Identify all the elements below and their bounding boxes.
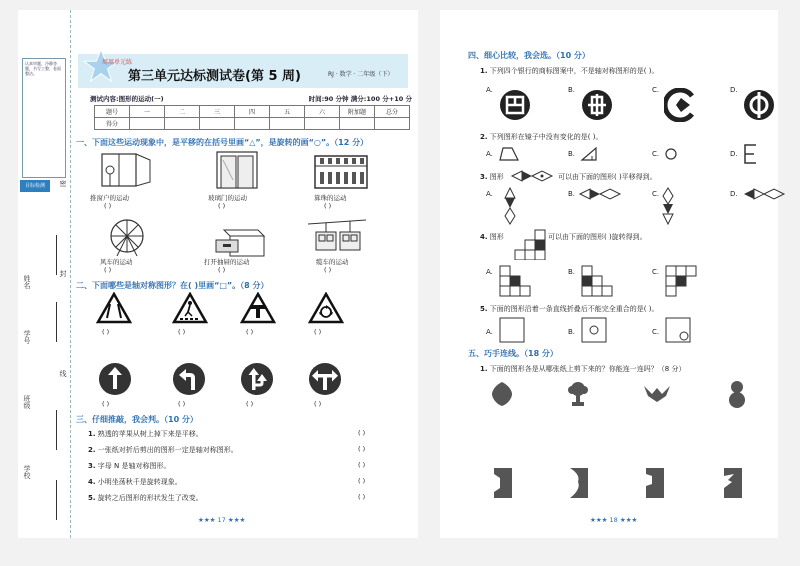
sign-paren-4[interactable]: ( ): [314, 328, 322, 336]
paper-piece-2-shape[interactable]: [568, 466, 590, 500]
windmill-picture: [102, 216, 152, 258]
judge-text: 字母 N 是轴对称图形。: [97, 462, 171, 470]
score-header-cell: 附加题: [340, 106, 375, 118]
section5-title: 五、巧手连线。（18 分）: [468, 349, 558, 358]
answer-paren-5[interactable]: ( ): [218, 266, 226, 274]
sign-paren-7[interactable]: ( ): [246, 400, 254, 408]
caption-glass-door: 玻璃门的运动: [208, 194, 247, 202]
q1-option-c[interactable]: C.: [652, 86, 660, 94]
q-text: 图形: [489, 173, 504, 181]
score-row-label: 得分: [95, 118, 130, 130]
q5-square-offset-circle-icon: [664, 316, 692, 344]
q-text: 下列四个银行的商标图案中，不是轴对称图形的是( )。: [489, 67, 659, 75]
q5-square-center-circle-icon: [580, 316, 608, 344]
sign-paren-2[interactable]: ( ): [178, 328, 186, 336]
score-table: [94, 105, 410, 130]
q4-shape-b: [580, 264, 620, 298]
judge-paren-5[interactable]: ( ): [358, 493, 366, 501]
choice-q2: [480, 132, 602, 142]
q2-option-c[interactable]: C.: [652, 150, 660, 158]
judge-item-1: [88, 429, 203, 439]
seal-word-feng: 封: [59, 270, 67, 277]
score-header-cell: 六: [305, 106, 340, 118]
drawer-picture: [214, 224, 266, 258]
star-logo-icon: [82, 48, 120, 84]
section1-title: 一、下面这些运动现象中，是平移的在括号里画“△”，是旋转的画“○”。（12 分）: [76, 138, 369, 147]
q4-option-c[interactable]: C.: [652, 268, 660, 276]
score-table-row: [95, 118, 410, 130]
bank-logo-c-icon: [664, 88, 698, 122]
q3-shape-b: [578, 188, 622, 200]
letter-e-shape-icon: [742, 143, 760, 165]
page-number-18: ★★★ 18 ★★★: [590, 516, 638, 524]
judge-item-5: [88, 493, 203, 503]
school-blank[interactable]: [56, 480, 57, 520]
bank-logo-d-icon: [742, 88, 776, 122]
judge-paren-1[interactable]: ( ): [358, 429, 366, 437]
q3-shape-a: [504, 186, 516, 226]
test-meta: [90, 94, 412, 103]
seal-word-xian: 线: [59, 370, 67, 377]
score-cell[interactable]: [235, 118, 270, 130]
field-name-label: 姓名: [23, 275, 31, 289]
judge-text: 一张纸对折后剪出的图形一定是轴对称图形。: [97, 446, 238, 454]
answer-paren-3[interactable]: ( ): [324, 202, 332, 210]
choice-q5: [480, 304, 658, 314]
q-text: 图形: [489, 233, 504, 241]
judge-paren-4[interactable]: ( ): [358, 477, 366, 485]
q1-option-d[interactable]: D.: [730, 86, 738, 94]
section2-title: 二、下面哪些是轴对称图形？在( )里画“□”。（8 分）: [76, 281, 269, 290]
sign-paren-3[interactable]: ( ): [246, 328, 254, 336]
right-page: [440, 10, 778, 538]
score-cell[interactable]: [165, 118, 200, 130]
judge-num: 5.: [88, 494, 96, 502]
q-num: 5.: [480, 305, 488, 313]
q5-option-a[interactable]: A.: [486, 328, 493, 336]
q-text: 下列图形在镜子中没有变化的是( )。: [489, 133, 603, 141]
judge-num: 2.: [88, 446, 96, 454]
circle-shape-icon: [664, 147, 680, 161]
sign-paren-6[interactable]: ( ): [178, 400, 186, 408]
choice-q4: [480, 232, 504, 242]
page-title: 第三单元达标测试卷(第 5 周): [128, 69, 301, 84]
score-header-cell: 总分: [375, 106, 410, 118]
name-blank[interactable]: [56, 235, 57, 275]
field-number-label: 学号: [23, 330, 31, 344]
score-cell[interactable]: [200, 118, 235, 130]
score-cell[interactable]: [305, 118, 340, 130]
q-num: 1.: [480, 67, 488, 75]
choice-q4-rest: 可以由下面的图形( )旋转得到。: [548, 233, 647, 241]
choice-q3-rest: 可以由下面的图形( )平移得到。: [558, 173, 657, 181]
time-score: 时间:90 分钟 满分:100 分+10 分: [308, 95, 412, 103]
judge-text: 小明坐荡秋千是旋转现象。: [97, 478, 182, 486]
score-header-cell: 三: [200, 106, 235, 118]
abacus-picture: [313, 152, 369, 192]
binding-margin: [18, 10, 71, 538]
q3-shape-d: [742, 188, 786, 200]
q4-option-b[interactable]: B.: [568, 268, 576, 276]
glass-door-picture: [213, 150, 263, 192]
match-q1: [480, 364, 685, 374]
q3-option-c[interactable]: C.: [652, 190, 660, 198]
q4-shape-c: [664, 264, 704, 298]
sign-paren-1[interactable]: ( ): [102, 328, 110, 336]
section3-title: 三、仔细推敲，我会判。（10 分）: [76, 415, 198, 424]
left-right-sign-icon: [308, 362, 342, 396]
cutout-gourd-shape[interactable]: [726, 378, 748, 410]
score-cell[interactable]: [375, 118, 410, 130]
cutout-lantern-shape[interactable]: [490, 380, 514, 408]
score-header-cell: 五: [270, 106, 305, 118]
judge-text: 旋转之后图形的形状发生了改变。: [97, 494, 203, 502]
cable-car-picture: [308, 218, 366, 258]
q5-option-c[interactable]: C.: [652, 328, 660, 336]
road-narrow-sign-icon: [96, 292, 132, 324]
seal-word-mi: 密: [59, 180, 67, 187]
q-num: 1.: [480, 365, 488, 373]
margin-badge: 目标检测: [20, 180, 50, 192]
choice-q3: [480, 172, 504, 182]
pedestrian-sign-icon: [172, 292, 208, 324]
q4-option-a[interactable]: A.: [486, 268, 493, 276]
left-turn-sign-icon: [172, 362, 206, 396]
cutout-bird-shape[interactable]: [642, 382, 672, 404]
q1-option-b[interactable]: B.: [568, 86, 576, 94]
score-header-cell: 二: [165, 106, 200, 118]
judge-paren-3[interactable]: ( ): [358, 461, 366, 469]
unit-badge: 周周单元练: [102, 59, 133, 66]
score-cell[interactable]: [130, 118, 165, 130]
judge-text: 熟透的苹果从树上掉下来是平移。: [97, 430, 203, 438]
cutout-tree-shape[interactable]: [566, 380, 590, 408]
q3-target-shape: [510, 170, 554, 182]
roundabout-sign-icon: [308, 292, 344, 324]
score-header-cell: 一: [130, 106, 165, 118]
q4-shape-a: [498, 264, 538, 298]
judge-num: 1.: [88, 430, 96, 438]
sign-paren-8[interactable]: ( ): [314, 400, 322, 408]
choice-q1: [480, 66, 658, 76]
q4-target-shape: [510, 228, 550, 260]
answer-paren-6[interactable]: ( ): [324, 266, 332, 274]
paper-piece-4-shape[interactable]: [722, 466, 744, 500]
q5-square-plain-icon: [498, 316, 526, 344]
q-num: 4.: [480, 233, 488, 241]
q-num: 3.: [480, 173, 488, 181]
set-square-shape-icon: [580, 146, 600, 162]
page-number-17: ★★★ 17 ★★★: [198, 516, 246, 524]
caption-drawer: 打开抽屉的运动: [204, 258, 250, 266]
score-header-cell: 四: [235, 106, 270, 118]
q3-option-a[interactable]: A.: [486, 190, 493, 198]
bank-logo-b-icon: [580, 88, 614, 122]
caption-abacus: 算珠的运动: [314, 194, 347, 202]
section4-title: 四、细心比较，我会选。（10 分）: [468, 51, 590, 60]
straight-or-right-sign-icon: [240, 362, 274, 396]
class-blank[interactable]: [56, 410, 57, 450]
straight-arrow-sign-icon: [98, 362, 132, 396]
q1-option-a[interactable]: A.: [486, 86, 493, 94]
caption-windmill: 风车的运动: [100, 258, 133, 266]
field-school-label: 学校: [23, 465, 31, 479]
judge-num: 4.: [88, 478, 96, 486]
number-blank[interactable]: [56, 302, 57, 342]
answer-paren-1[interactable]: ( ): [104, 202, 112, 210]
score-cell[interactable]: [340, 118, 375, 130]
paper-piece-3-shape[interactable]: [644, 466, 666, 500]
score-cell[interactable]: [270, 118, 305, 130]
judge-item-3: [88, 461, 170, 471]
q3-option-d[interactable]: D.: [730, 190, 738, 198]
q3-shape-c: [662, 186, 674, 226]
judge-paren-2[interactable]: ( ): [358, 445, 366, 453]
t-junction-sign-icon: [240, 292, 276, 324]
score-header-cell: 题号: [95, 106, 130, 118]
judge-num: 3.: [88, 462, 96, 470]
q5-option-b[interactable]: B.: [568, 328, 576, 336]
trapezoid-shape-icon: [498, 146, 520, 162]
q2-option-d[interactable]: D.: [730, 150, 738, 158]
field-class-label: 班级: [23, 395, 31, 409]
judge-item-2: [88, 445, 238, 455]
q-num: 2.: [480, 133, 488, 141]
q-text: 下面的图形各是从哪张纸上剪下来的？你能连一连吗？（8 分）: [489, 365, 686, 373]
test-content: 测试内容:图形的运动(一): [90, 95, 164, 103]
paper-piece-1-shape[interactable]: [492, 466, 514, 500]
q2-option-b[interactable]: B.: [568, 150, 576, 158]
score-table-header-row: [95, 106, 410, 118]
margin-notes: 认真审题，冷静答题，书写工整，卷面整洁。: [22, 58, 66, 178]
q2-option-a[interactable]: A.: [486, 150, 493, 158]
bank-logo-a-icon: [498, 88, 532, 122]
caption-push-window: 推窗户的运动: [90, 194, 129, 202]
window-push-picture: [96, 150, 156, 192]
caption-cable-car: 缆车的运动: [316, 258, 349, 266]
answer-paren-2[interactable]: ( ): [218, 202, 226, 210]
sign-paren-5[interactable]: ( ): [102, 400, 110, 408]
judge-item-4: [88, 477, 182, 487]
answer-paren-4[interactable]: ( ): [104, 266, 112, 274]
q-text: 下面的图形沿着一条直线折叠后不能完全重合的是( )。: [489, 305, 659, 313]
subject-label: RJ · 数学 · 二年级（下）: [328, 71, 394, 78]
left-page: [18, 10, 418, 538]
q3-option-b[interactable]: B.: [568, 190, 576, 198]
